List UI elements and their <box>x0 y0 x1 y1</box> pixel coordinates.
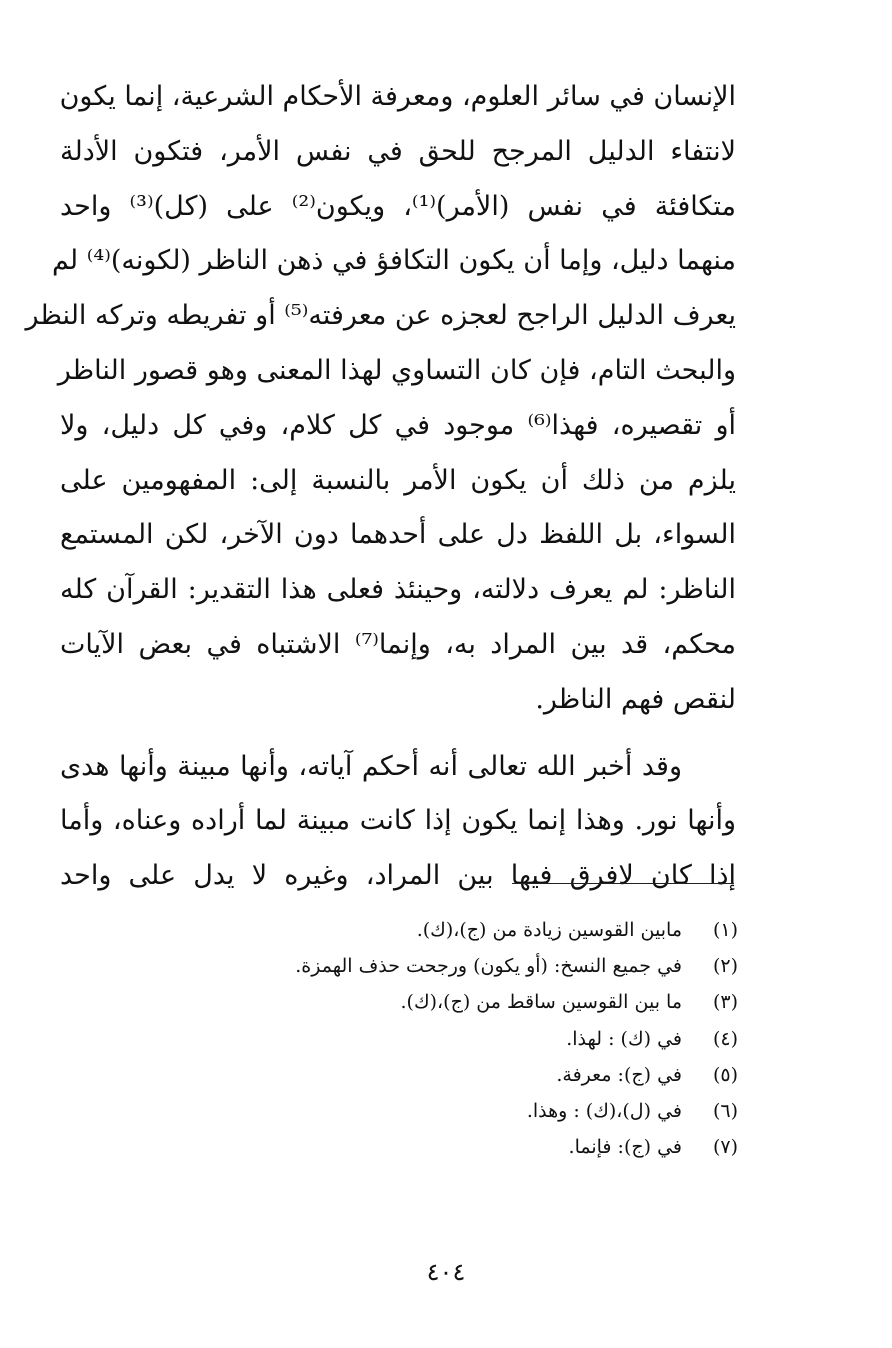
paragraph-2 <box>60 740 736 904</box>
text-line: أو تقصيره، فهذا⁽⁶⁾ موجود في كل كلام، وفي كل دليل، ولا <box>60 409 736 441</box>
text-line: وأنها نور. وهذا إنما يكون إذا كانت مبينة لما أراده وعناه، وأما <box>60 805 736 837</box>
footnote-number: (٣) <box>712 991 738 1014</box>
footnotes <box>98 912 738 1165</box>
text-line: السواء، بل اللفظ دل على أحدهما دون الآخر، لكن المستمع <box>60 519 736 551</box>
footnote <box>98 912 738 948</box>
footnote <box>98 1021 738 1057</box>
text-line: لانتفاء الدليل المرجح للحق في نفس الأمر، فتكون الأدلة <box>60 135 736 167</box>
text-line: يعرف الدليل الراجح لعجزه عن معرفته⁽⁵⁾ أو تفريطه وتركه النظر <box>25 300 736 332</box>
text-line: الإنسان في سائر العلوم، ومعرفة الأحكام الشرعية، إنما يكون <box>59 81 736 112</box>
footnote-text: في (ك) : لهذا. <box>566 1027 682 1050</box>
footnote <box>98 984 738 1020</box>
paragraph-1 <box>25 70 736 728</box>
footnote-text: في (ل)،(ك) : وهذا. <box>526 1099 682 1122</box>
footnote-text: في (ج): معرفة. <box>556 1063 682 1086</box>
footnote <box>98 1129 738 1165</box>
footnote-number: (٤) <box>712 1027 738 1050</box>
footnote-number: (١) <box>712 919 738 941</box>
footnote-number: (٧) <box>712 1136 738 1159</box>
footnote-text: في جميع النسخ: (أو يكون) ورجحت حذف الهمزة. <box>295 955 682 978</box>
footnote-number: (٦) <box>712 1099 738 1122</box>
footnote <box>98 1057 738 1093</box>
footnote-number: (٢) <box>712 955 738 978</box>
text-line: يلزم من ذلك أن يكون الأمر بالنسبة إلى: المفهومين على <box>60 464 736 496</box>
footnote-text: ما بين القوسين ساقط من (ج)،(ك). <box>400 991 682 1014</box>
text-line: والبحث التام، فإن كان التساوي لهذا المعنى وهو قصور الناظر <box>57 354 736 386</box>
footnote-divider <box>512 883 734 884</box>
text-line: إذا كان لافرق فيها بين المراد، وغيره لا يدل على واحد <box>60 860 736 892</box>
text-line: منهما دليل، وإما أن يكون التكافؤ في ذهن الناظر (لكونه)⁽⁴⁾ لم <box>51 245 736 277</box>
footnote-text: مابين القوسين زيادة من (ج)،(ك). <box>416 919 682 941</box>
footnote-text: في (ج): فإنما. <box>568 1136 682 1159</box>
page-number: ٤٠٤ <box>426 1258 466 1286</box>
footnote <box>98 1093 738 1129</box>
text-line: محكم، قد بين المراد به، وإنما⁽⁷⁾ الاشتباه في بعض الآيات <box>60 628 736 660</box>
text-line: لنقص فهم الناظر. <box>535 683 736 715</box>
footnote-number: (٥) <box>712 1063 738 1086</box>
main-text <box>25 70 736 904</box>
paragraph-gap <box>60 728 736 740</box>
text-line: متكافئة في نفس (الأمر)⁽¹⁾، ويكون⁽²⁾ على (كل)⁽³⁾ واحد <box>60 190 736 222</box>
footnote <box>98 948 738 984</box>
text-line: وقد أخبر الله تعالى أنه أحكم آياته، وأنها مبينة وأنها هدى <box>60 750 682 782</box>
text-line: الناظر: لم يعرف دلالته، وحينئذ فعلى هذا التقدير: القرآن كله <box>60 574 736 606</box>
